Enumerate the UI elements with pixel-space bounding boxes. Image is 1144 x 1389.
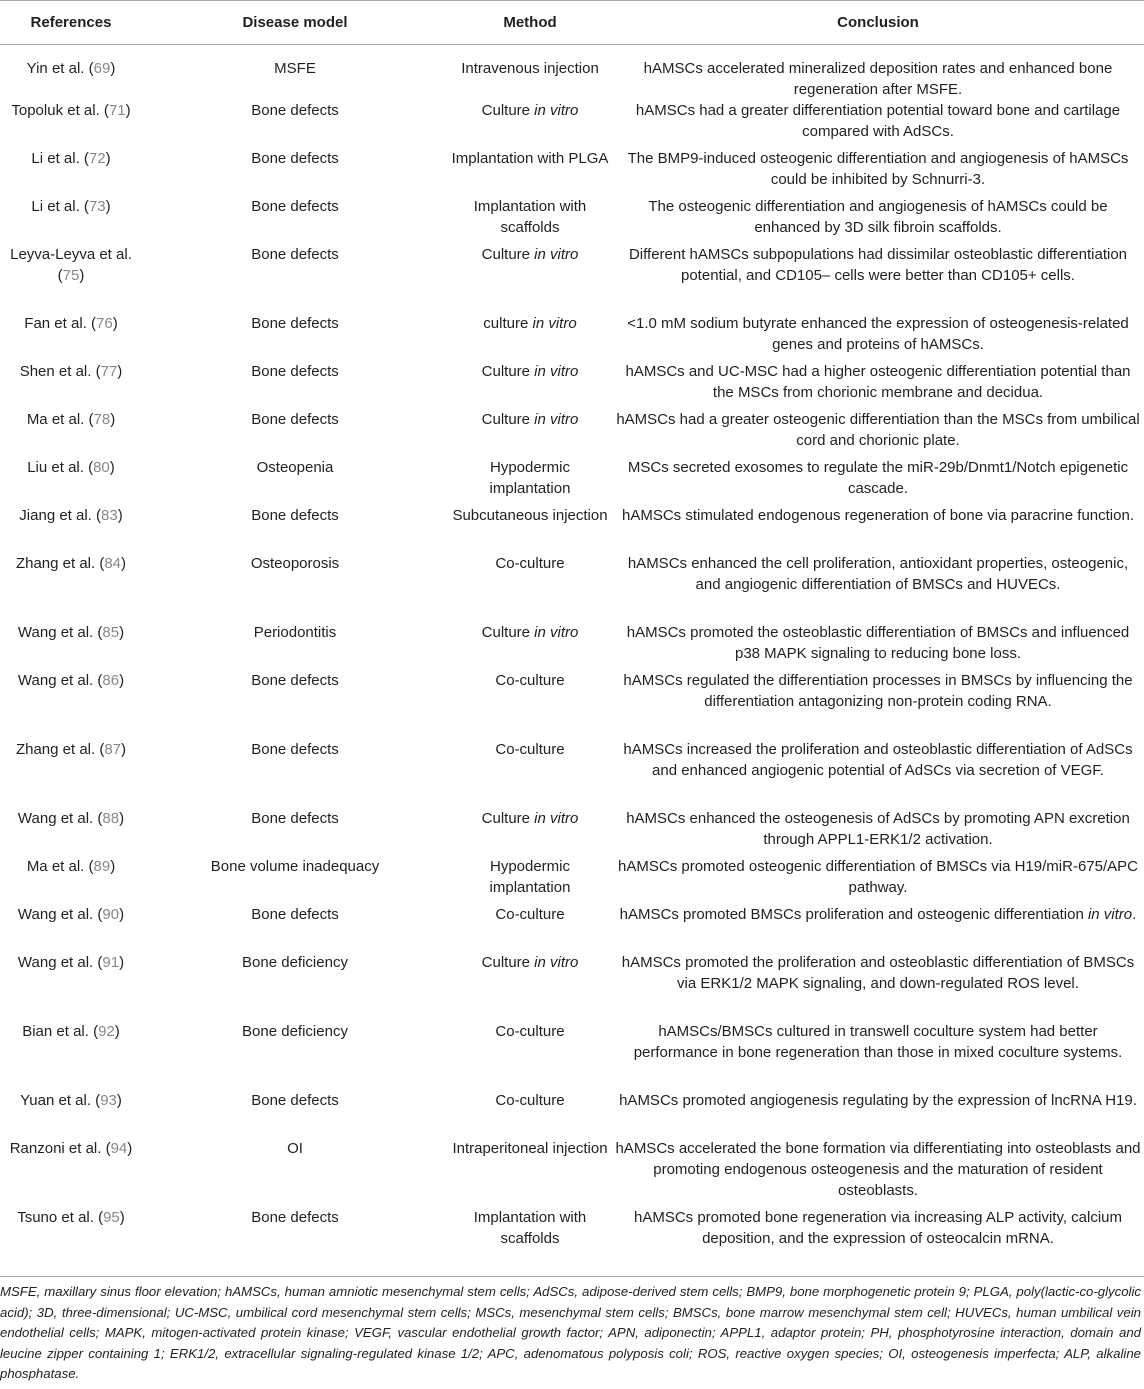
conclusion-text: hAMSCs/BMSCs cultured in transwell coculture system had better performance in bone regeneration than those in mixed coculture systems. (633, 1023, 1123, 1061)
conclusion-text: <1.0 mM sodium butyrate enhanced the expression of osteogenesis-related genes and proteins of hAMSCs. (627, 315, 1129, 353)
method-text: Culture (481, 246, 535, 263)
conclusion-text: Different hAMSCs subpopulations had dissimilar osteoblastic differentiation potential, and CD105– cells were better than CD105+ cells. (628, 246, 1128, 284)
cell-conclusion (612, 1090, 1144, 1138)
table-row (0, 409, 1144, 457)
cell-disease-model: Bone defects (251, 1092, 339, 1109)
table-row (0, 739, 1144, 808)
cell-reference (0, 313, 142, 361)
conclusion-text: hAMSCs promoted angiogenesis regulating by the expression of lncRNA H19. (619, 1092, 1137, 1109)
conclusion-text: hAMSCs accelerated mineralized deposition rates and enhanced bone regeneration after MSFE. (643, 60, 1113, 98)
cell-reference (0, 622, 142, 670)
cell-reference (0, 856, 142, 904)
cell-conclusion (612, 457, 1144, 505)
reference-close-paren: ) (121, 741, 127, 758)
cell-disease-model: Bone defects (251, 810, 339, 827)
conclusion-text: hAMSCs promoted the proliferation and osteoblastic differentiation of BMSCs via ERK1/2 MAPK signaling, and down-regulated ROS level. (621, 954, 1135, 992)
cell-disease-model: Bone deficiency (242, 1023, 348, 1040)
cell-conclusion (612, 952, 1144, 1021)
conclusion-text: hAMSCs had a greater differentiation potential toward bone and cartilage compared with AdSCs. (635, 102, 1121, 140)
header-method: Method (448, 1, 612, 45)
reference-author: Liu et al. ( (27, 459, 94, 476)
method-text: Subcutaneous injection (452, 507, 608, 524)
header-references: References (0, 1, 142, 45)
table-row (0, 904, 1144, 952)
cell-conclusion (612, 1021, 1144, 1090)
reference-author: Ranzoni et al. ( (9, 1140, 111, 1157)
reference-number-link[interactable]: 73 (88, 198, 106, 215)
reference-close-paren: ) (119, 1209, 125, 1226)
reference-author: Wang et al. ( (17, 624, 103, 641)
cell-reference (0, 904, 142, 952)
conclusion-text: hAMSCs promoted osteogenic differentiation of BMSCs via H19/miR-675/APC pathway. (618, 858, 1138, 896)
cell-conclusion (612, 244, 1144, 313)
reference-close-paren: ) (119, 672, 125, 689)
cell-method (448, 622, 612, 670)
cell-reference (0, 45, 142, 101)
cell-disease-model: Bone deficiency (242, 954, 348, 971)
table-row (0, 45, 1144, 101)
cell-conclusion (612, 505, 1144, 553)
cell-disease-model: Bone defects (251, 315, 339, 332)
cell-method (448, 196, 612, 244)
cell-conclusion (612, 904, 1144, 952)
table-row (0, 1138, 1144, 1207)
cell-conclusion (612, 100, 1144, 148)
cell-disease-model: OI (287, 1140, 303, 1157)
cell-conclusion (612, 622, 1144, 670)
cell-method (448, 148, 612, 196)
reference-close-paren: ) (110, 411, 116, 428)
table-row (0, 1021, 1144, 1090)
cell-disease-model: Bone defects (251, 672, 339, 689)
table-row (0, 622, 1144, 670)
reference-author: Li et al. ( (31, 150, 89, 167)
cell-disease-model: Bone defects (251, 150, 339, 167)
cell-disease-model: Bone defects (251, 906, 339, 923)
cell-disease-model: Bone volume inadequacy (210, 858, 380, 875)
reference-close-paren: ) (127, 1140, 133, 1157)
cell-reference (0, 952, 142, 1021)
cell-reference (0, 196, 142, 244)
table-row (0, 196, 1144, 244)
cell-method (448, 904, 612, 952)
reference-number-link[interactable]: 71 (108, 102, 126, 119)
reference-author: Wang et al. ( (17, 954, 103, 971)
reference-number-link[interactable]: 85 (102, 624, 120, 641)
header-row (0, 1, 1144, 45)
method-text: Culture (481, 363, 535, 380)
table-row (0, 361, 1144, 409)
reference-author: Ma et al. ( (26, 858, 94, 875)
reference-number-link[interactable]: 89 (93, 858, 111, 875)
conclusion-text: hAMSCs enhanced the osteogenesis of AdSCs by promoting APN excretion through APPL1-ERK1/2 activation. (626, 810, 1130, 848)
table-row (0, 553, 1144, 622)
cell-reference (0, 505, 142, 553)
method-text: Hypodermic implantation (489, 459, 571, 497)
method-text: Intravenous injection (461, 60, 599, 77)
cell-reference (0, 457, 142, 505)
cell-conclusion (612, 553, 1144, 622)
cell-disease-model: Bone defects (251, 741, 339, 758)
method-text: Culture (481, 102, 535, 119)
method-text: Implantation with scaffolds (473, 1209, 587, 1247)
reference-author: Fan et al. ( (24, 315, 96, 332)
reference-close-paren: ) (119, 624, 125, 641)
method-italic-text: in vitro (534, 363, 579, 380)
reference-number-link[interactable]: 84 (104, 555, 122, 572)
table-row (0, 505, 1144, 553)
reference-number-link[interactable]: 83 (101, 507, 118, 524)
reference-author: Tsuno et al. ( (17, 1209, 104, 1226)
reference-close-paren: ) (119, 810, 125, 827)
reference-number-link[interactable]: 93 (100, 1092, 117, 1109)
reference-number-link[interactable]: 72 (88, 150, 106, 167)
table-row (0, 457, 1144, 505)
method-italic-text: in vitro (532, 315, 577, 332)
conclusion-text: hAMSCs enhanced the cell proliferation, antioxidant properties, osteogenic, and angiogenic differentiation of BMSCs and HUVECs. (627, 555, 1129, 593)
table-row (0, 808, 1144, 856)
conclusion-text: hAMSCs and UC-MSC had a higher osteogenic differentiation potential than the MSCs from chorionic membrane and decidua. (625, 363, 1131, 401)
cell-disease-model: Osteopenia (256, 459, 334, 476)
reference-author: Ma et al. ( (26, 411, 94, 428)
reference-author: Bian et al. ( (22, 1023, 99, 1040)
table-row (0, 670, 1144, 739)
cell-method (448, 45, 612, 101)
reference-author: Yin et al. ( (26, 60, 94, 77)
method-text: Culture (481, 954, 535, 971)
reference-number-link[interactable]: 92 (98, 1023, 115, 1040)
cell-reference (0, 1138, 142, 1207)
reference-number-link[interactable]: 94 (110, 1140, 128, 1157)
method-text: Co-culture (495, 1023, 565, 1040)
table-row (0, 1090, 1144, 1138)
cell-reference (0, 670, 142, 739)
table-row (0, 313, 1144, 361)
conclusion-text: hAMSCs promoted the osteoblastic differentiation of BMSCs and influenced p38 MAPK signaling to reducing bone loss. (626, 624, 1130, 662)
reference-number-link[interactable]: 77 (100, 363, 118, 380)
method-text: Culture (481, 411, 535, 428)
conclusion-italic-text: in vitro (1087, 906, 1133, 923)
reference-close-paren: ) (79, 267, 85, 284)
cell-reference (0, 409, 142, 457)
reference-author: Wang et al. ( (17, 906, 103, 923)
reference-author: Li et al. ( (31, 198, 89, 215)
cell-reference (0, 148, 142, 196)
conclusion-text: hAMSCs increased the proliferation and osteoblastic differentiation of AdSCs and enhanced angiogenic potential of AdSCs via secretion of VEGF. (623, 741, 1133, 779)
conclusion-text: hAMSCs regulated the differentiation processes in BMSCs by influencing the differentiation antagonizing non-protein coding RNA. (623, 672, 1133, 710)
method-text: culture (483, 315, 533, 332)
reference-author: Zhang et al. ( (15, 741, 105, 758)
method-italic-text: in vitro (534, 954, 579, 971)
reference-close-paren: ) (112, 315, 118, 332)
cell-conclusion (612, 361, 1144, 409)
conclusion-tail-text: . (1132, 906, 1137, 923)
reference-number-link[interactable]: 90 (102, 906, 120, 923)
cell-disease-model: Bone defects (251, 411, 339, 428)
cell-disease-model: Bone defects (251, 102, 339, 119)
reference-close-paren: ) (117, 507, 123, 524)
reference-author: Wang et al. ( (17, 672, 103, 689)
cell-method (448, 244, 612, 313)
cell-method (448, 100, 612, 148)
cell-reference (0, 100, 142, 148)
method-text: Implantation with PLGA (451, 150, 609, 167)
cell-conclusion (612, 148, 1144, 196)
table-row (0, 952, 1144, 1021)
conclusion-text: hAMSCs promoted BMSCs proliferation and osteogenic differentiation (619, 906, 1088, 923)
cell-method (448, 361, 612, 409)
method-text: Implantation with scaffolds (473, 198, 587, 236)
reference-close-paren: ) (114, 1023, 120, 1040)
reference-author: Jiang et al. ( (19, 507, 102, 524)
cell-disease-model: Bone defects (142, 1207, 448, 1276)
reference-number-link[interactable]: 69 (93, 60, 111, 77)
cell-conclusion (612, 45, 1144, 101)
method-italic-text: in vitro (534, 810, 579, 827)
table-row (0, 856, 1144, 904)
cell-method (448, 1207, 612, 1276)
cell-method (448, 1090, 612, 1138)
reference-author: Wang et al. ( (17, 810, 103, 827)
cell-disease-model: Bone defects (251, 363, 339, 380)
reference-number-link[interactable]: 76 (96, 315, 113, 332)
cell-method (448, 313, 612, 361)
method-text: Culture (481, 810, 535, 827)
reference-close-paren: ) (105, 198, 111, 215)
conclusion-text: hAMSCs accelerated the bone formation via differentiating into osteoblasts and promoting endogenous osteogenesis and the maturation of resident osteoblasts. (615, 1140, 1141, 1199)
conclusion-text: hAMSCs stimulated endogenous regeneration of bone via paracrine function. (622, 507, 1134, 524)
cell-method (448, 739, 612, 808)
method-text: Co-culture (495, 906, 565, 923)
cell-method (448, 1021, 612, 1090)
reference-close-paren: ) (109, 459, 115, 476)
cell-method (448, 856, 612, 904)
method-italic-text: in vitro (534, 411, 579, 428)
cell-conclusion (612, 856, 1144, 904)
conclusion-text: hAMSCs had a greater osteogenic differentiation than the MSCs from umbilical cord and chorionic plate. (616, 411, 1140, 449)
reference-number-link[interactable]: 80 (93, 459, 110, 476)
reference-number-link[interactable]: 95 (103, 1209, 120, 1226)
cell-conclusion (612, 1138, 1144, 1207)
reference-close-paren: ) (121, 555, 127, 572)
reference-close-paren: ) (110, 60, 116, 77)
reference-close-paren: ) (110, 858, 116, 875)
cell-disease-model: Bone defects (251, 246, 339, 263)
cell-disease-model: Osteoporosis (250, 555, 340, 572)
method-text: Co-culture (495, 741, 565, 758)
cell-reference (0, 1207, 142, 1276)
cell-disease-model: Bone defects (251, 507, 339, 524)
conclusion-text: hAMSCs promoted bone regeneration via increasing ALP activity, calcium deposition, and the expression of osteocalcin mRNA. (633, 1209, 1123, 1247)
cell-disease-model: MSFE (274, 60, 316, 77)
reference-close-paren: ) (125, 102, 131, 119)
reference-close-paren: ) (119, 954, 125, 971)
cell-conclusion (612, 409, 1144, 457)
cell-disease-model: Bone defects (251, 198, 339, 215)
cell-conclusion (612, 196, 1144, 244)
reference-close-paren: ) (105, 150, 111, 167)
cell-reference (0, 244, 142, 313)
reference-close-paren: ) (116, 1092, 122, 1109)
cell-method (448, 457, 612, 505)
method-text: Culture (481, 624, 535, 641)
reference-number-link[interactable]: 91 (102, 954, 120, 971)
cell-method (448, 808, 612, 856)
method-italic-text: in vitro (534, 102, 579, 119)
table-row (0, 100, 1144, 148)
cell-conclusion (612, 313, 1144, 361)
reference-author: Topoluk et al. ( (11, 102, 109, 119)
method-italic-text: in vitro (534, 246, 579, 263)
cell-reference (0, 808, 142, 856)
cell-method (448, 409, 612, 457)
table-row (0, 244, 1144, 313)
reference-author: Zhang et al. ( (15, 555, 105, 572)
header-disease-model: Disease model (142, 1, 448, 45)
table-footnote: MSFE, maxillary sinus floor elevation; hAMSCs, human amniotic mesenchymal stem cells; AdSCs, adipose-derived stem cells; BMP9, bone morphogenetic protein 9; PLGA, poly(lactic-co-glycolic acid); 3D, three-dimensional; UC-MSC, umbilical cord mesenchymal stem cells; MSCs, mesenchymal stem cells; BMSCs, bone marrow mesenchymal stem cell; HUVECs, human umbilical vein endothelial cells; MAPK, mitogen-activated protein kinase; VEGF, vascular endothelial growth factor; APN, adiponectin; APPL1, adaptor protein; PH, phosphotyrosine interaction, domain and leucine zipper containing 1; ERK1/2, extracellular signaling-regulated kinase 1/2; APC, adenomatous polyposis coli; ROS, reactive oxygen species; OI, osteogenesis imperfecta; ALP, alkaline phosphatase. (0, 1284, 1141, 1381)
conclusion-text: The osteogenic differentiation and angiogenesis of hAMSCs could be enhanced by 3D silk fibroin scaffolds. (648, 198, 1108, 236)
cell-method (448, 952, 612, 1021)
reference-author: Yuan et al. ( (20, 1092, 101, 1109)
reference-close-paren: ) (117, 363, 123, 380)
reference-number-link[interactable]: 75 (62, 267, 80, 284)
cell-method (448, 553, 612, 622)
cell-reference (0, 553, 142, 622)
method-italic-text: in vitro (534, 624, 579, 641)
method-text: Co-culture (495, 672, 565, 689)
method-text: Co-culture (495, 555, 565, 572)
reference-number-link[interactable]: 86 (102, 672, 120, 689)
cell-disease-model: Periodontitis (253, 624, 337, 641)
cell-conclusion (612, 808, 1144, 856)
reference-author: Leyva-Leyva et al. ( (10, 246, 132, 284)
cell-method (448, 1138, 612, 1207)
reference-number-link[interactable]: 78 (93, 411, 111, 428)
reference-number-link[interactable]: 88 (102, 810, 120, 827)
table-body (0, 45, 1144, 1277)
reference-author: Shen et al. ( (19, 363, 101, 380)
reference-number-link[interactable]: 87 (104, 741, 122, 758)
cell-conclusion (612, 739, 1144, 808)
cell-reference (0, 739, 142, 808)
cell-conclusion (612, 670, 1144, 739)
method-text: Hypodermic implantation (489, 858, 571, 896)
cell-conclusion (612, 1207, 1144, 1276)
cell-method (448, 505, 612, 553)
table-row (0, 1207, 1144, 1276)
conclusion-text: The BMP9-induced osteogenic differentiation and angiogenesis of hAMSCs could be inhibited by Schnurri-3. (627, 150, 1129, 188)
method-text: Co-culture (495, 1092, 565, 1109)
conclusion-text: MSCs secreted exosomes to regulate the miR-29b/Dnmt1/Notch epigenetic cascade. (627, 459, 1129, 497)
reference-close-paren: ) (119, 906, 125, 923)
header-conclusion: Conclusion (612, 1, 1144, 45)
method-text: Intraperitoneal injection (452, 1140, 608, 1157)
cell-method (448, 670, 612, 739)
cell-reference (0, 361, 142, 409)
cell-reference (0, 1090, 142, 1138)
table-row (0, 148, 1144, 196)
cell-reference (0, 1021, 142, 1090)
